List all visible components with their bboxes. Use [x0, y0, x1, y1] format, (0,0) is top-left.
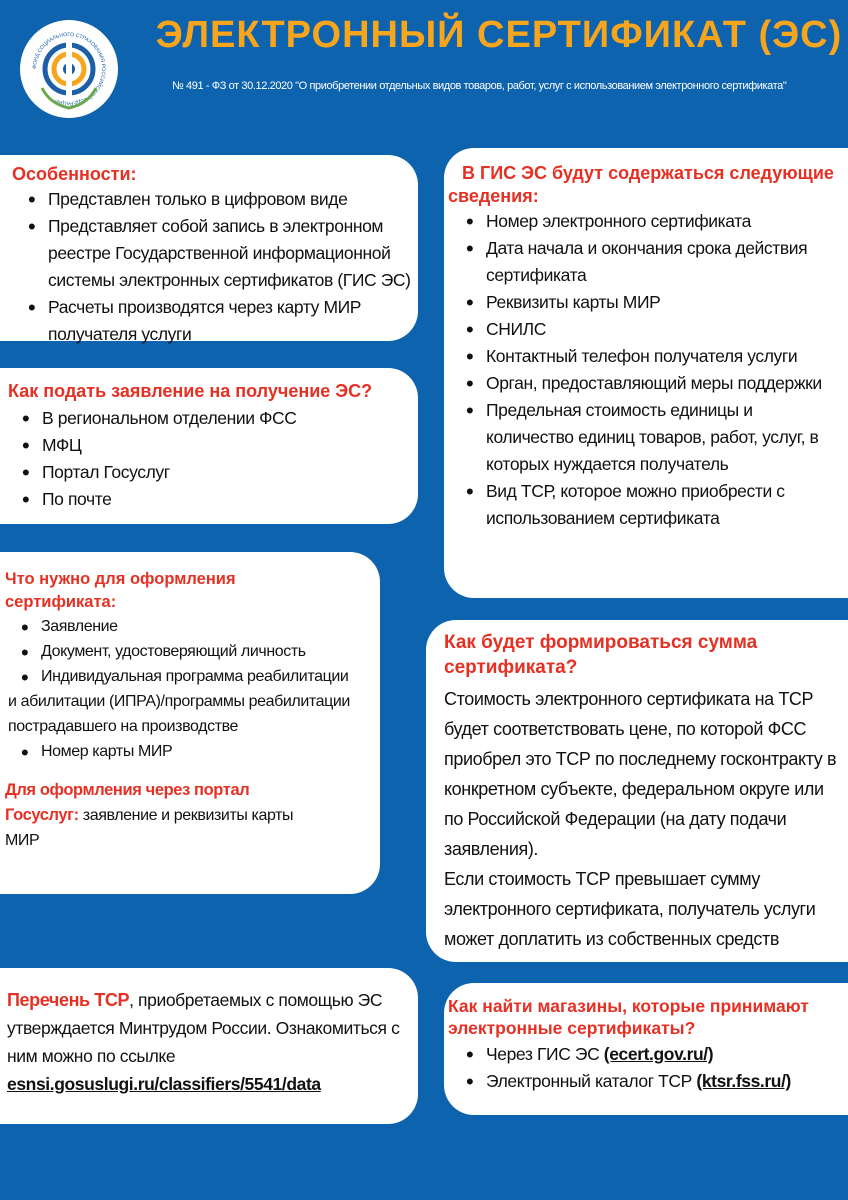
features-list — [26, 186, 412, 348]
shops-card — [444, 983, 848, 1115]
sum-paragraph-2: Если стоимость ТСР превышает сумму электронного сертификата, получатель услуги может доплатить из собственных средств — [444, 869, 816, 949]
list-item: • Представлен только в цифровом виде — [26, 186, 412, 213]
list-item: • По почте — [20, 486, 413, 513]
shops-heading: Как найти магазины, которые принимают электронные сертификаты? — [448, 996, 809, 1038]
sum-heading: Как будет формироваться сумма сертификата? — [444, 632, 758, 678]
portal-text: заявление и реквизиты карты МИР — [5, 807, 294, 849]
ecert-link[interactable]: (ecert.gov.ru/) — [603, 1044, 714, 1064]
list-item: • Заявление — [19, 614, 373, 639]
apply-card — [0, 368, 418, 524]
list-item: • Представляет собой запись в электронном реестре Государственной информационной системы электронных сертификатов (ГИС ЭС) — [26, 213, 412, 294]
tsr-classifier-link[interactable]: esnsi.gosuslugi.ru/classifiers/5541/data — [7, 1074, 321, 1094]
list-item: • Предельная стоимость единицы и количество единиц товаров, работ, услуг, в которых нуждается получатель — [464, 397, 840, 478]
tsr-text: , приобретаемых с помощью ЭС утверждается Минтрудом России. Ознакомиться с ним можно по ссылке — [7, 990, 400, 1066]
list-item: • Документ, удостоверяющий личность — [19, 639, 373, 664]
requirements-card — [0, 552, 380, 894]
requirements-list — [19, 614, 373, 689]
list-item: • Портал Госуслуг — [20, 459, 413, 486]
list-item: • Реквизиты карты МИР — [464, 289, 840, 316]
gis-card — [444, 148, 848, 598]
fss-emblem-icon — [20, 20, 118, 118]
list-item: • Номер карты МИР — [19, 739, 373, 764]
features-card — [0, 155, 418, 344]
sum-card — [426, 620, 848, 962]
requirements-list-2 — [19, 739, 373, 764]
shops-item-text: Электронный каталог ТСР — [486, 1071, 697, 1091]
list-item: • СНИЛС — [464, 316, 840, 343]
list-item: • Индивидуальная программа реабилитации — [19, 664, 373, 689]
sum-paragraph-1: Стоимость электронного сертификата на ТСР будет соответствовать цене, по которой ФСС приобрел это ТСР по последнему госконтракту в конкретном субъекте, федеральном округе или по Российской Федерации (на дату подачи заявления). — [444, 689, 837, 859]
list-item: • Дата начала и окончания срока действия сертификата — [464, 235, 840, 289]
gis-heading: В ГИС ЭС будут содержаться следующие сведения: — [448, 163, 834, 206]
requirements-heading: Что нужно для оформления сертификата: — [5, 570, 236, 611]
list-item — [464, 1041, 843, 1068]
list-item: • Номер электронного сертификата — [464, 208, 840, 235]
list-item — [464, 1068, 843, 1095]
features-heading: Особенности: — [12, 164, 137, 184]
list-item: • МФЦ — [20, 432, 413, 459]
tsr-list-card — [0, 968, 418, 1124]
list-item: • В региональном отделении ФСС — [20, 405, 413, 432]
logo-text: ФОНД СОЦИАЛЬНОГО СТРАХОВАНИЯ РОССИЙСКОЙ ФЕДЕРАЦИИ — [31, 31, 107, 107]
header — [0, 0, 848, 150]
tsr-lead: Перечень ТСР — [7, 990, 130, 1010]
page-title: ЭЛЕКТРОННЫЙ СЕРТИФИКАТ (ЭС) — [155, 14, 843, 56]
shops-list — [464, 1041, 843, 1095]
apply-list — [20, 405, 413, 513]
list-item: • Вид ТСР, которое можно приобрести с использованием сертификата — [464, 478, 840, 532]
portal-heading: Для оформления через портал Госуслуг: — [5, 781, 250, 824]
ktsr-link[interactable]: (ktsr.fss.ru/) — [696, 1071, 791, 1091]
law-reference: № 491 - ФЗ от 30.12.2020 "О приобретении отдельных видов товаров, работ, услуг с использованием электронного сертификата" — [172, 80, 787, 92]
list-item: • Контактный телефон получателя услуги — [464, 343, 840, 370]
list-item: • Орган, предоставляющий меры поддержки — [464, 370, 840, 397]
gis-list — [464, 208, 840, 532]
list-item: • Расчеты производятся через карту МИР получателя услуги — [26, 294, 412, 348]
shops-item-text: Через ГИС ЭС — [486, 1044, 604, 1064]
apply-heading: Как подать заявление на получение ЭС? — [8, 381, 373, 401]
requirements-continuation: и абилитации (ИПРА)/программы реабилитации пострадавшего на производстве — [8, 693, 350, 735]
